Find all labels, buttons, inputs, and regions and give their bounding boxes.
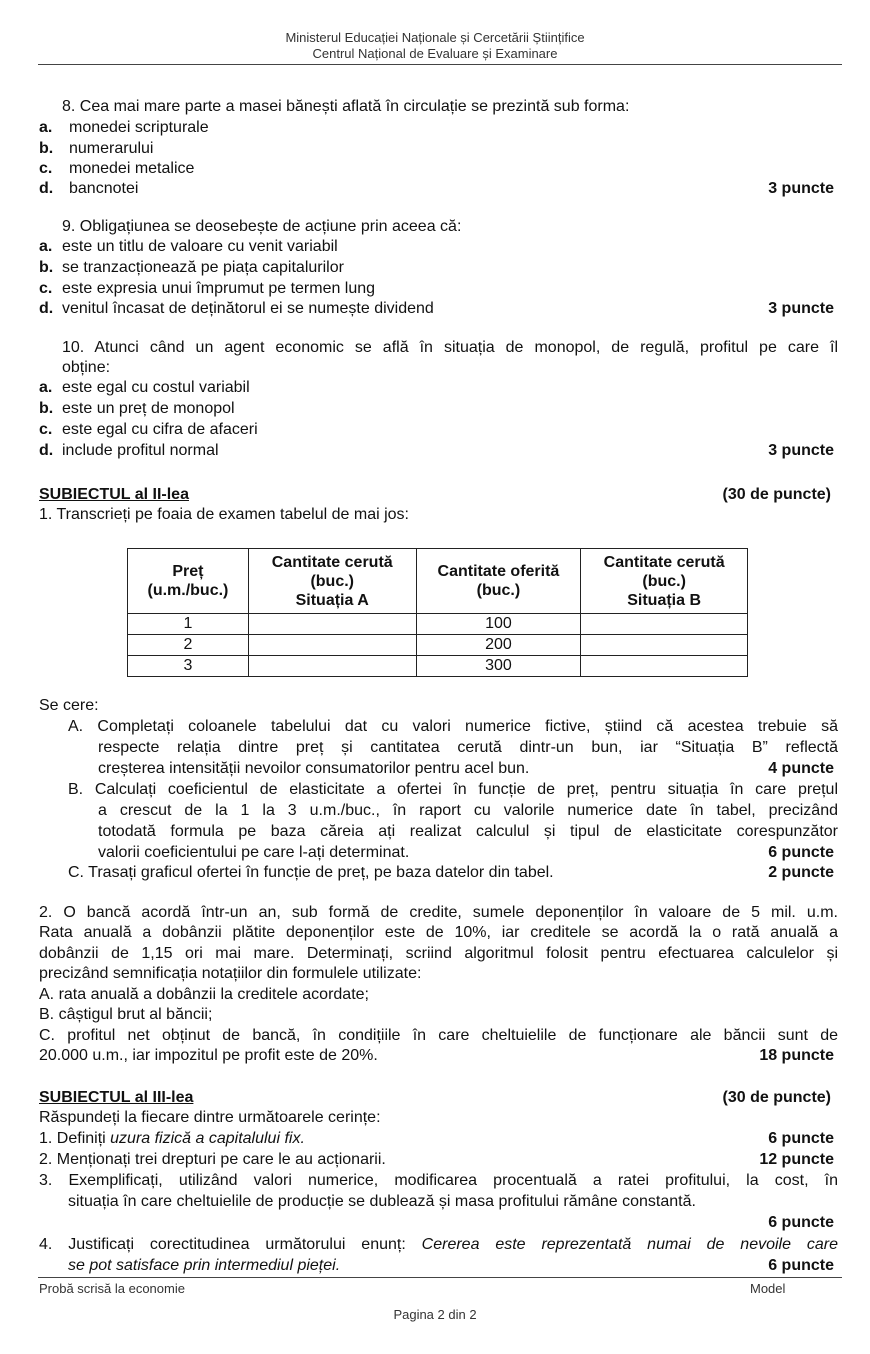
table-cell: 100	[416, 614, 581, 635]
footer-page-number: Pagina 2 din 2	[393, 1307, 477, 1322]
subject-3-intro: Răspundeți la fiecare dintre următoarele cerințe:	[39, 1109, 381, 1126]
footer-divider	[38, 1277, 842, 1278]
req-a-points: 4 puncte	[768, 760, 834, 777]
req-a-line2: respecte relația dintre preț și cantitatea cerută dintr-un bun, iar “Situația B” reflectă	[98, 739, 838, 756]
table-header-row	[128, 549, 748, 614]
header-demand-a: Cantitate cerută (buc.) Situația A	[248, 549, 416, 614]
task2-line1: 2. O bancă acordă într-un an, sub formă de credite, sumele deponenților în valoare de 5 mil. u.m.	[39, 904, 838, 921]
q10-option-b: b. este un preț de monopol	[39, 400, 235, 417]
s3-item2: 2. Menționați trei drepturi pe care le au acționarii.	[39, 1151, 386, 1168]
table-cell: 200	[416, 635, 581, 656]
req-b-line3: totodată formula pe baza căreia ați realizat calculul și tipul de elasticitate corespunzător	[98, 823, 838, 840]
q10-option-c: c. este egal cu cifra de afaceri	[39, 421, 258, 438]
task2-item-a: A. rata anuală a dobânzii la creditele acordate;	[39, 986, 369, 1003]
q9-option-c: c. este expresia unui împrumut pe termen lung	[39, 280, 376, 297]
footer-exam-name: Probă scrisă la economie	[39, 1281, 185, 1296]
q10-points: 3 puncte	[768, 442, 834, 459]
task2-item-c: C. profitul net obținut de bancă, în condițiile în care cheltuielile de funcționare ale băncii sunt de	[39, 1027, 838, 1044]
q9-option-d: d. venitul încasat de deținătorul ei se numește dividend	[39, 300, 434, 317]
s3-item3-line2: situația în care cheltuielile de producție se dublează și masa profitului rămâne constantă.	[68, 1193, 696, 1210]
req-b-line2: a crescut de la 1 la 3 u.m./buc., în raport cu valorile numerice date în tabel, precizând	[98, 802, 838, 819]
table-cell: 3	[128, 656, 249, 677]
q8-text: 8. Cea mai mare parte a masei bănești aflată în circulație se prezintă sub forma:	[62, 98, 630, 115]
subject-3-heading: SUBIECTUL al III-lea (30 de puncte)	[39, 1089, 831, 1106]
s3-item4-line2: se pot satisface prin intermediul pieței.	[68, 1257, 341, 1274]
table-cell	[248, 635, 416, 656]
s3-item4-points: 6 puncte	[768, 1257, 834, 1274]
s3-item1: 1. Definiți uzura fizică a capitalului fix.	[39, 1130, 305, 1147]
s3-item3-points: 6 puncte	[768, 1214, 834, 1231]
subject-2-heading: SUBIECTUL al II-lea (30 de puncte)	[39, 486, 831, 503]
table-cell: 2	[128, 635, 249, 656]
header-ministry: Ministerul Educației Naționale și Cercetării Științifice	[285, 30, 585, 45]
table-row	[128, 635, 748, 656]
s3-item2-points: 12 puncte	[759, 1151, 834, 1168]
q9-option-b: b. se tranzacționează pe piața capitalurilor	[39, 259, 344, 276]
task2-line4: precizând semnificația notațiilor din formulele utilizate:	[39, 965, 422, 982]
req-a-line3: creșterea intensității nevoilor consumatorilor pentru acel bun.	[98, 760, 530, 777]
q8-option-c: c. monedei metalice	[39, 160, 195, 177]
header-center: Centrul Național de Evaluare și Examinare	[312, 46, 558, 61]
s3-item3-line1: 3. Exemplificați, utilizând valori numerice, modificarea procentuală a ratei profitului, la cost, în	[39, 1172, 838, 1189]
req-a-line1: A. Completați coloanele tabelului dat cu valori numerice fictive, știind că acestea trebuie să	[68, 718, 838, 735]
q8-points: 3 puncte	[768, 180, 834, 197]
task2-points: 18 puncte	[759, 1047, 834, 1064]
q8-option-d: d. bancnotei	[39, 180, 139, 197]
task2-line8: 20.000 u.m., iar impozitul pe profit este de 20%.	[39, 1047, 378, 1064]
s3-item4-line1: 4. Justificați corectitudinea următorului enunț: Cererea este reprezentată numai de nevoile care	[39, 1236, 838, 1253]
data-table	[127, 548, 748, 677]
table-row	[128, 656, 748, 677]
req-b-line1: B. Calculați coeficientul de elasticitate a ofertei în funcție de preț, pentru situația în care prețul	[68, 781, 838, 798]
q8-option-a: a. monedei scripturale	[39, 119, 209, 136]
footer-model: Model	[750, 1281, 786, 1296]
req-b-line4: valorii coeficientului pe care l-ați determinat.	[98, 844, 410, 861]
q9-text: 9. Obligațiunea se deosebește de acțiune prin aceea că:	[62, 218, 462, 235]
table-cell	[248, 656, 416, 677]
header-price: Preț (u.m./buc.)	[128, 549, 249, 614]
table-cell	[581, 635, 748, 656]
table-cell	[581, 656, 748, 677]
q10-text-line2: obține:	[62, 359, 111, 376]
table-row	[128, 614, 748, 635]
subject-2-task1: 1. Transcrieți pe foaia de examen tabelul de mai jos:	[39, 506, 409, 523]
q8-option-b: b. numerarului	[39, 140, 154, 157]
table-cell	[248, 614, 416, 635]
req-b-points: 6 puncte	[768, 844, 834, 861]
table-cell: 1	[128, 614, 249, 635]
task2-line2: Rata anuală a dobânzii plătite deponenților este de 10%, iar creditele se acordă la o rată anuală a	[39, 924, 838, 941]
s3-item1-points: 6 puncte	[768, 1130, 834, 1147]
q10-text-line1: 10. Atunci când un agent economic se află în situația de monopol, de regulă, profitul pe care îl	[62, 339, 838, 356]
req-c-points: 2 puncte	[768, 864, 834, 881]
table-cell: 300	[416, 656, 581, 677]
table-cell	[581, 614, 748, 635]
q9-points: 3 puncte	[768, 300, 834, 317]
q10-option-d: d. include profitul normal	[39, 442, 219, 459]
task2-line3: dobânzii de 1,15 ori mai mare. Determinați, scriind algoritmul folosit pentru efectuarea calculelor și	[39, 945, 838, 962]
task2-item-b: B. câștigul brut al băncii;	[39, 1006, 213, 1023]
header-supply: Cantitate oferită (buc.)	[416, 549, 581, 614]
q10-option-a: a. este egal cu costul variabil	[39, 379, 250, 396]
q9-option-a: a. este un titlu de valoare cu venit variabil	[39, 238, 338, 255]
header-divider	[38, 64, 842, 65]
se-cere: Se cere:	[39, 697, 99, 714]
header-demand-b: Cantitate cerută (buc.) Situația B	[581, 549, 748, 614]
req-c-line: C. Trasați graficul ofertei în funcție de preț, pe baza datelor din tabel.	[68, 864, 554, 881]
